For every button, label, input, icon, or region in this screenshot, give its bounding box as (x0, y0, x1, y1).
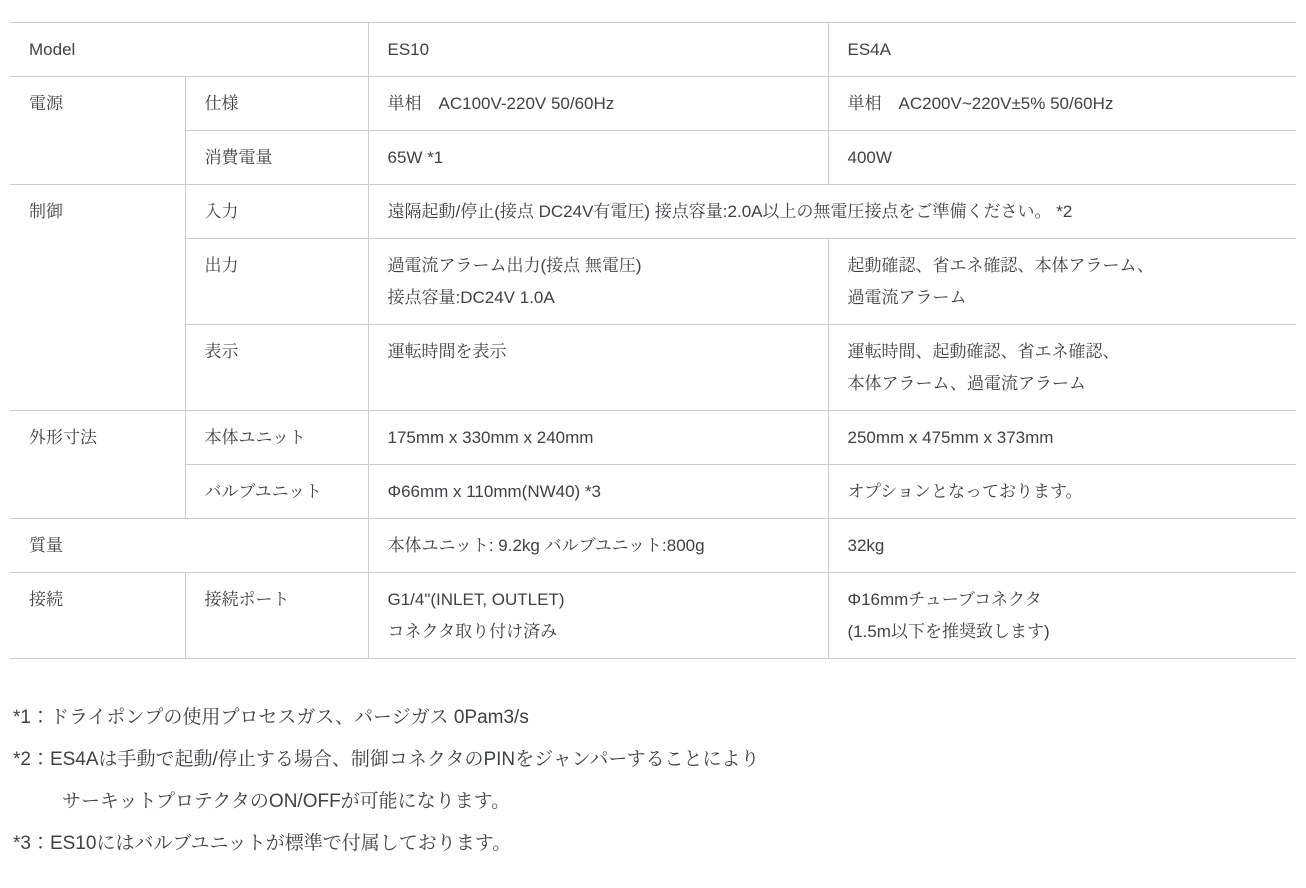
control-display-row (10, 325, 1296, 411)
power-spec-es4a: 単相 AC200V~220V±5% 50/60Hz (828, 77, 1296, 131)
spec-table (10, 22, 1296, 659)
control-input-value: 遠隔起動/停止(接点 DC24V有電圧) 接点容量:2.0A以上の無電圧接点をご準備ください。 *2 (368, 185, 1296, 239)
connection-port-es10-line2: コネクタ取り付け済み (387, 622, 558, 641)
control-output-es4a-line1: 起動確認、省エネ確認、本体アラーム、 (847, 256, 1155, 275)
dimensions-main-es4a: 250mm x 475mm x 373mm (828, 411, 1296, 465)
connection-port-es4a-line2: (1.5m以下を推奨致します) (847, 622, 1050, 641)
power-spec-row (10, 77, 1296, 131)
footnote-2-line2: サーキットプロテクタのON/OFFが可能になります。 (62, 791, 511, 812)
dimensions-main-label: 本体ユニット (185, 411, 368, 465)
weight-es4a: 32kg (828, 519, 1296, 573)
connection-row (10, 573, 1296, 659)
dimensions-valve-es10: Φ66mm x 110mm(NW40) *3 (368, 465, 828, 519)
control-display-es4a-line2: 本体アラーム、過電流アラーム (847, 374, 1087, 393)
footnote-3: *3：ES10にはバルブユニットが標準で付属しております。 (13, 833, 512, 854)
control-output-row (10, 239, 1296, 325)
model-es10: ES10 (368, 23, 828, 77)
power-consumption-es10: 65W *1 (368, 131, 828, 185)
dimensions-valve-row (10, 465, 1296, 519)
weight-es10: 本体ユニット: 9.2kg バルブユニット:800g (368, 519, 828, 573)
footnotes (13, 697, 1296, 865)
dimensions-valve-label: バルブユニット (185, 465, 368, 519)
dimensions-main-row (10, 411, 1296, 465)
dimensions-valve-es4a: オプションとなっております。 (828, 465, 1296, 519)
control-display-es10: 運転時間を表示 (368, 325, 828, 411)
weight-row (10, 519, 1296, 573)
dimensions-main-es10: 175mm x 330mm x 240mm (368, 411, 828, 465)
connection-port-es4a-line1: Φ16mmチューブコネクタ (847, 590, 1042, 609)
power-consumption-label: 消費電量 (185, 131, 368, 185)
control-output-es10 (368, 239, 828, 325)
power-spec-label: 仕様 (185, 77, 368, 131)
power-consumption-es4a: 400W (828, 131, 1296, 185)
footnote-2-line1: *2：ES4Aは手動で起動/停止する場合、制御コネクタのPINをジャンパーすることにより (13, 749, 760, 770)
dimensions-group-label: 外形寸法 (10, 411, 185, 519)
connection-group-label: 接続 (10, 573, 185, 659)
control-output-es4a (828, 239, 1296, 325)
footnote-1: *1：ドライポンプの使用プロセスガス、パージガス 0Pam3/s (13, 707, 529, 728)
control-input-row (10, 185, 1296, 239)
control-display-label: 表示 (185, 325, 368, 411)
control-display-es4a (828, 325, 1296, 411)
connection-port-label: 接続ポート (185, 573, 368, 659)
model-es4a: ES4A (828, 23, 1296, 77)
model-label: Model (10, 23, 368, 77)
control-output-label: 出力 (185, 239, 368, 325)
connection-port-es10-line1: G1/4"(INLET, OUTLET) (387, 590, 565, 609)
control-output-es4a-line2: 過電流アラーム (847, 288, 967, 307)
model-row (10, 23, 1296, 77)
control-output-es10-line1: 過電流アラーム出力(接点 無電圧) (387, 256, 642, 275)
power-spec-es10: 単相 AC100V-220V 50/60Hz (368, 77, 828, 131)
control-output-es10-line2: 接点容量:DC24V 1.0A (387, 288, 555, 307)
weight-label: 質量 (10, 519, 368, 573)
control-group-label: 制御 (10, 185, 185, 411)
connection-port-es10 (368, 573, 828, 659)
power-group-label: 電源 (10, 77, 185, 185)
power-consumption-row (10, 131, 1296, 185)
control-display-es4a-line1: 運転時間、起動確認、省エネ確認、 (847, 342, 1120, 361)
connection-port-es4a (828, 573, 1296, 659)
control-input-label: 入力 (185, 185, 368, 239)
